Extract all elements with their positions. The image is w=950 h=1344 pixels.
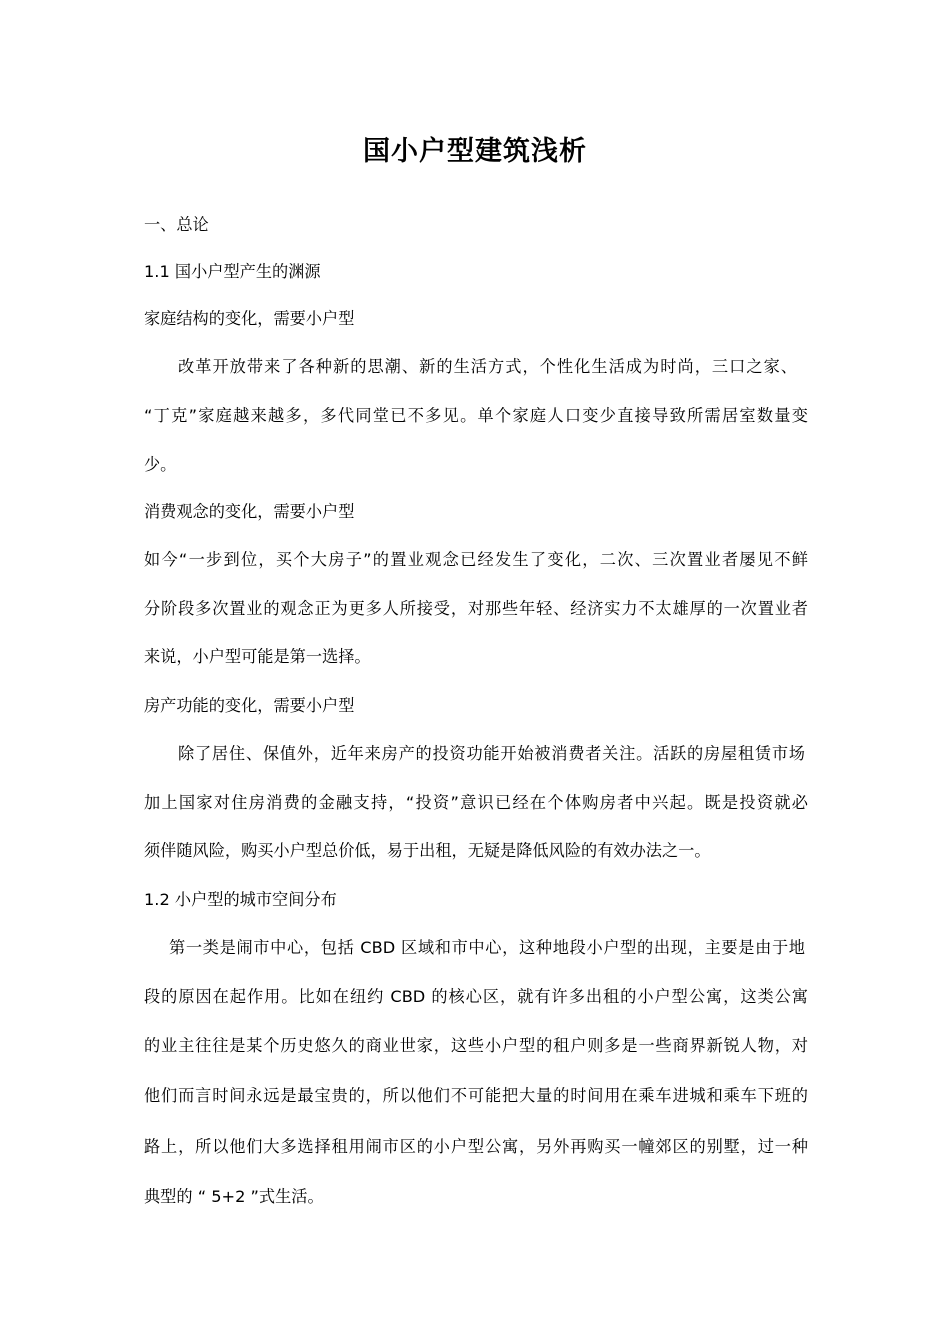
subheading-family-structure: 家庭结构的变化，需要小户型 bbox=[144, 309, 355, 328]
paragraph-line: 须伴随风险，购买小户型总价低，易于出租，无疑是降低风险的有效办法之一。 bbox=[144, 841, 711, 860]
document-title: 国小户型建筑浅析 bbox=[363, 136, 587, 167]
paragraph-line: 第一类是闹市中心，包括 CBD 区域和市中心，这种地段小户型的出现，主要是由于地 bbox=[169, 938, 805, 957]
heading-1-1: 1.1 国小户型产生的渊源 bbox=[144, 262, 321, 281]
paragraph-line: 少。 bbox=[144, 455, 177, 474]
paragraph-line: 改革开放带来了各种新的思潮、新的生活方式，个性化生活成为时尚，三口之家、 bbox=[178, 357, 797, 376]
heading-overview: 一、总论 bbox=[144, 215, 209, 234]
paragraph-line: 除了居住、保值外，近年来房产的投资功能开始被消费者关注。活跃的房屋租赁市场 bbox=[178, 744, 805, 763]
paragraph-line: 分阶段多次置业的观念正为更多人所接受，对那些年轻、经济实力不太雄厚的一次置业者 bbox=[144, 599, 808, 618]
subheading-function: 房产功能的变化，需要小户型 bbox=[144, 696, 355, 715]
paragraph-line: 的业主往往是某个历史悠久的商业世家，这些小户型的租户则多是一些商界新锐人物，对 bbox=[144, 1036, 808, 1055]
paragraph-line: 如今“一步到位，买个大房子”的置业观念已经发生了变化，二次、三次置业者屡见不鲜 bbox=[144, 550, 808, 569]
subheading-consumption: 消费观念的变化，需要小户型 bbox=[144, 502, 355, 521]
paragraph-line: 来说，小户型可能是第一选择。 bbox=[144, 647, 371, 666]
heading-1-2: 1.2 小户型的城市空间分布 bbox=[144, 890, 337, 909]
paragraph-line: 路上，所以他们大多选择租用闹市区的小户型公寓，另外再购买一幢郊区的别墅，过一种 bbox=[144, 1137, 808, 1156]
paragraph-line: 加上国家对住房消费的金融支持，“投资”意识已经在个体购房者中兴起。既是投资就必 bbox=[144, 793, 808, 812]
paragraph-line: “丁克”家庭越来越多，多代同堂已不多见。单个家庭人口变少直接导致所需居室数量变 bbox=[144, 406, 808, 425]
paragraph-line: 段的原因在起作用。比如在纽约 CBD 的核心区，就有许多出租的小户型公寓，这类公寓 bbox=[144, 987, 808, 1006]
paragraph-line: 他们而言时间永远是最宝贵的，所以他们不可能把大量的时间用在乘车进城和乘车下班的 bbox=[144, 1086, 808, 1105]
paragraph-line: 典型的 “ 5+2 ”式生活。 bbox=[144, 1187, 324, 1206]
